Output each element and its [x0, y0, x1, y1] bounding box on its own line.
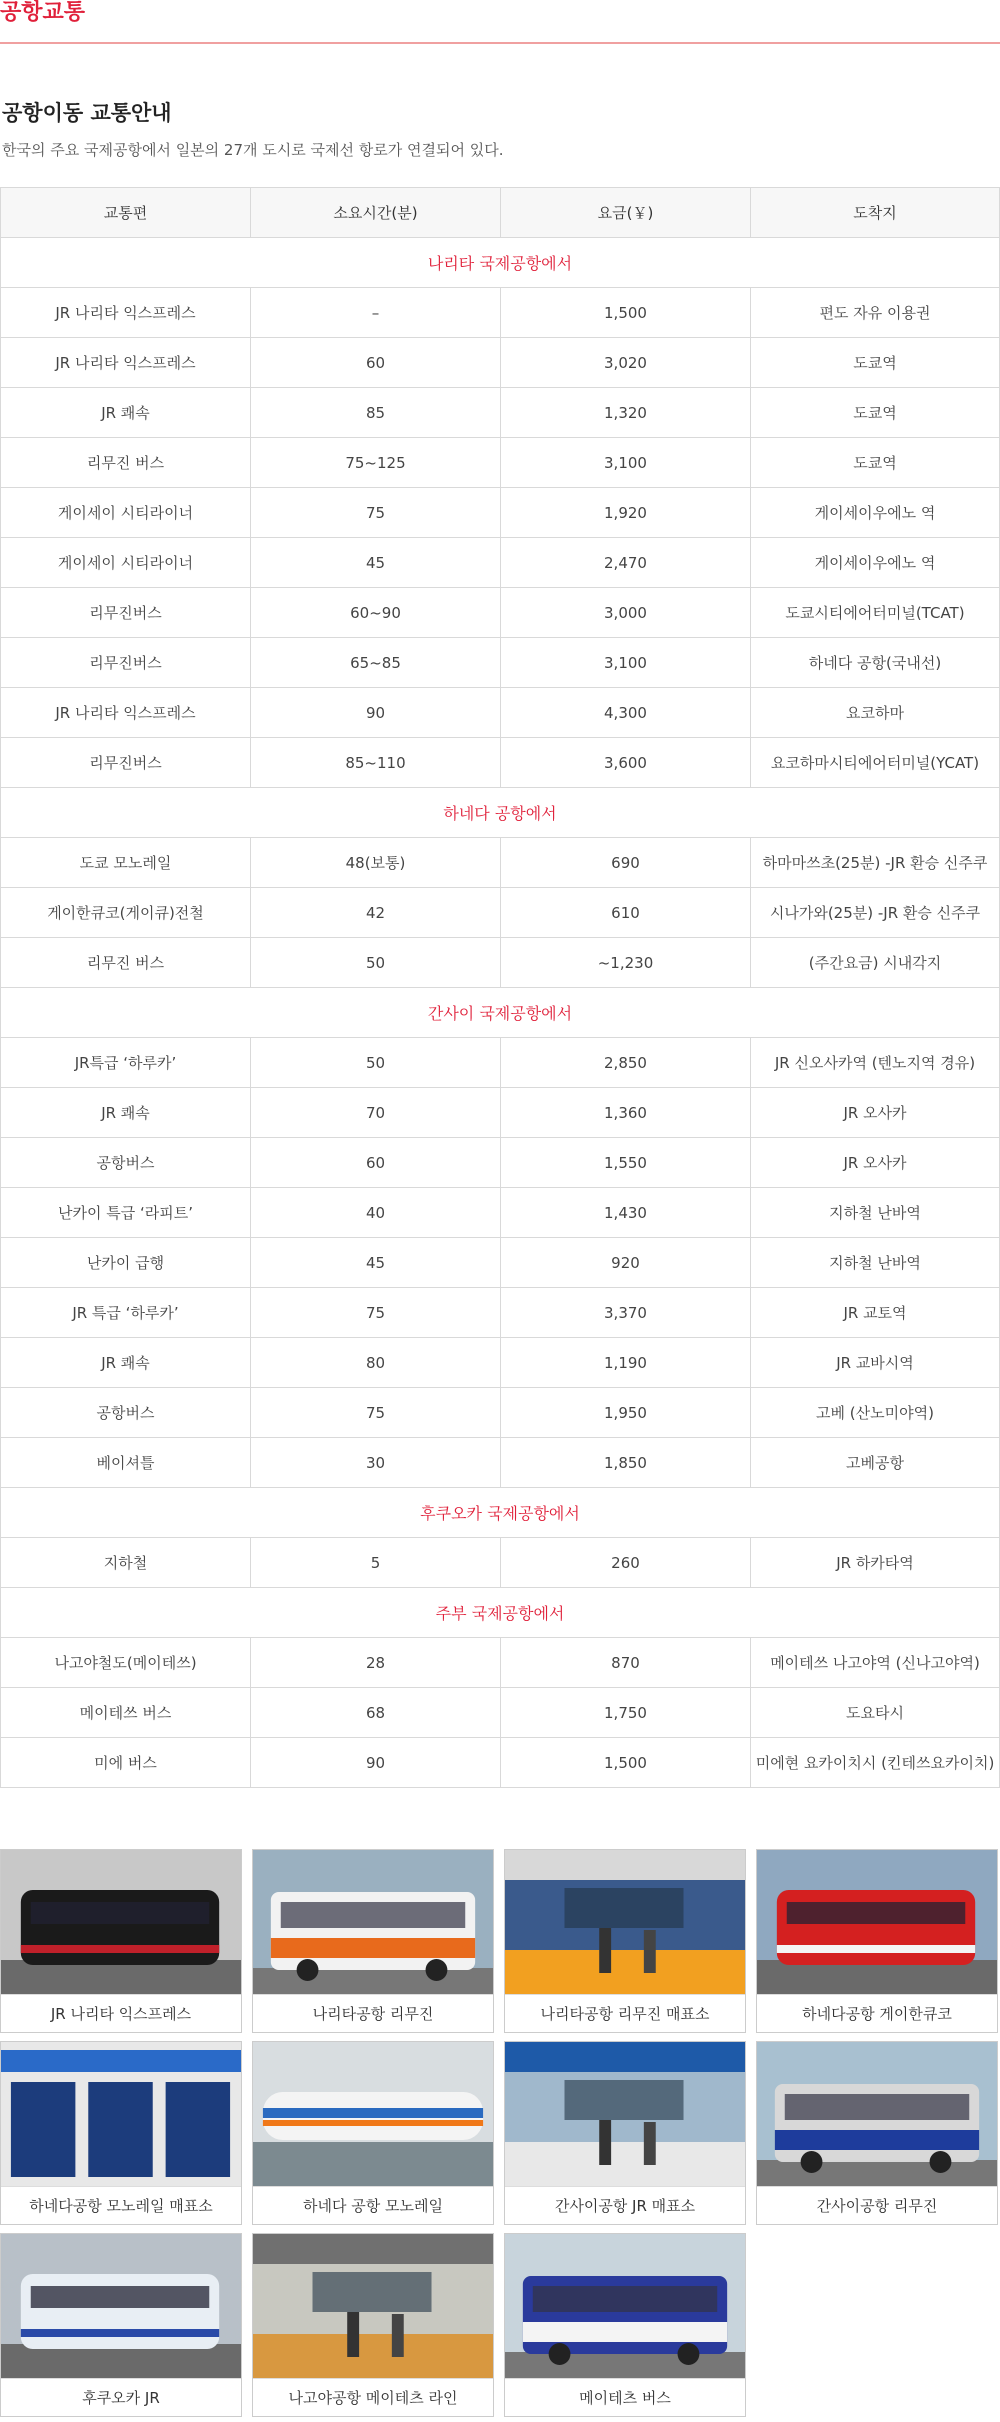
- cell-transport: 난카이 급행: [1, 1238, 251, 1288]
- cell-fare: 1,430: [501, 1188, 751, 1238]
- photo-caption: 간사이공항 JR 매표소: [505, 2186, 745, 2225]
- cell-destination: 하마마쓰초(25분) -JR 환승 신주쿠: [751, 838, 1000, 888]
- cell-duration: 60: [251, 338, 501, 388]
- cell-destination: 게이세이우에노 역: [751, 488, 1000, 538]
- group-row: [1, 1588, 1000, 1638]
- station-photo: [253, 2234, 493, 2378]
- train-photo: [757, 1850, 997, 1994]
- table-row: [1, 1438, 1000, 1488]
- cell-destination: 도쿄역: [751, 388, 1000, 438]
- photo-card: [252, 2233, 494, 2417]
- cell-duration: 42: [251, 888, 501, 938]
- cell-destination: JR 하카타역: [751, 1538, 1000, 1588]
- table-row: [1, 1638, 1000, 1688]
- transit-table: [0, 187, 1000, 1788]
- cell-fare: 260: [501, 1538, 751, 1588]
- cell-transport: JR 나리타 익스프레스: [1, 338, 251, 388]
- photo-card: [252, 2041, 494, 2225]
- cell-fare: 1,550: [501, 1138, 751, 1188]
- monorail-photo: [253, 2042, 493, 2186]
- table-row: [1, 1138, 1000, 1188]
- group-row: [1, 988, 1000, 1038]
- cell-duration: 28: [251, 1638, 501, 1688]
- photo-card: [0, 2041, 242, 2225]
- cell-transport: 공항버스: [1, 1138, 251, 1188]
- group-heading: 간사이 국제공항에서: [1, 988, 1000, 1038]
- page-header-title: 공항교통: [0, 0, 86, 25]
- photo-card: [504, 2233, 746, 2417]
- group-row: [1, 238, 1000, 288]
- cell-fare: 920: [501, 1238, 751, 1288]
- cell-destination: 시나가와(25분) -JR 환승 신주쿠: [751, 888, 1000, 938]
- photo-card: [0, 1849, 242, 2033]
- group-heading: 주부 국제공항에서: [1, 1588, 1000, 1638]
- photo-card: [0, 2233, 242, 2417]
- table-row: [1, 838, 1000, 888]
- photo-caption: 하네다 공항 모노레일: [253, 2186, 493, 2225]
- header-cell-transport: 교통편: [1, 188, 251, 238]
- cell-destination: 요코하마시티에어터미널(YCAT): [751, 738, 1000, 788]
- cell-destination: JR 오사카: [751, 1138, 1000, 1188]
- section-description: 한국의 주요 국제공항에서 일본의 27개 도시로 국제선 항로가 연결되어 있다.: [2, 141, 504, 159]
- ticket-machine-photo: [1, 2042, 241, 2186]
- cell-destination: JR 교바시역: [751, 1338, 1000, 1388]
- cell-transport: 미에 버스: [1, 1738, 251, 1788]
- cell-transport: 리무진 버스: [1, 438, 251, 488]
- table-row: [1, 1338, 1000, 1388]
- table-row: [1, 588, 1000, 638]
- group-heading: 후쿠오카 국제공항에서: [1, 1488, 1000, 1538]
- header-cell-duration: 소요시간(분): [251, 188, 501, 238]
- cell-destination: 지하철 난바역: [751, 1188, 1000, 1238]
- counter-photo: [505, 1850, 745, 1994]
- cell-duration: 68: [251, 1688, 501, 1738]
- cell-duration: 60~90: [251, 588, 501, 638]
- cell-destination: JR 신오사카역 (텐노지역 경유): [751, 1038, 1000, 1088]
- photo-caption: 메이테츠 버스: [505, 2378, 745, 2417]
- group-heading: 나리타 국제공항에서: [1, 238, 1000, 288]
- photo-caption: 나고야공항 메이테츠 라인: [253, 2378, 493, 2417]
- terminal-photo: [505, 2042, 745, 2186]
- cell-transport: 메이테쓰 버스: [1, 1688, 251, 1738]
- table-row: [1, 1188, 1000, 1238]
- cell-destination: 게이세이우에노 역: [751, 538, 1000, 588]
- cell-duration: 5: [251, 1538, 501, 1588]
- cell-destination: 미에현 요카이치시 (킨테쓰요카이치): [751, 1738, 1000, 1788]
- photo-card: [504, 1849, 746, 2033]
- cell-duration: 90: [251, 688, 501, 738]
- cell-destination: JR 오사카: [751, 1088, 1000, 1138]
- cell-transport: 리무진버스: [1, 638, 251, 688]
- transit-table-body: [1, 238, 1000, 1788]
- table-row: [1, 1088, 1000, 1138]
- group-row: [1, 1488, 1000, 1538]
- table-row: [1, 688, 1000, 738]
- cell-fare: 1,950: [501, 1388, 751, 1438]
- cell-transport: 베이셔틀: [1, 1438, 251, 1488]
- group-heading: 하네다 공항에서: [1, 788, 1000, 838]
- photo-caption: 하네다공항 게이한큐코: [757, 1994, 997, 2033]
- bus-photo: [253, 1850, 493, 1994]
- cell-transport: JR 나리타 익스프레스: [1, 688, 251, 738]
- photo-caption: 나리타공항 리무진 매표소: [505, 1994, 745, 2033]
- cell-fare: 870: [501, 1638, 751, 1688]
- cell-duration: 50: [251, 1038, 501, 1088]
- cell-duration: 75: [251, 1388, 501, 1438]
- table-row: [1, 1688, 1000, 1738]
- cell-duration: 85: [251, 388, 501, 438]
- cell-duration: 45: [251, 538, 501, 588]
- photo-caption: 간사이공항 리무진: [757, 2186, 997, 2225]
- cell-transport: JR 쾌속: [1, 1338, 251, 1388]
- table-row: [1, 1538, 1000, 1588]
- photo-gallery: [0, 1849, 1000, 2417]
- photo-card: [756, 1849, 998, 2033]
- cell-fare: ~1,230: [501, 938, 751, 988]
- table-row: [1, 738, 1000, 788]
- page-header: [0, 0, 1000, 44]
- cell-duration: –: [251, 288, 501, 338]
- cell-fare: 3,100: [501, 438, 751, 488]
- cell-transport: JR 나리타 익스프레스: [1, 288, 251, 338]
- cell-duration: 70: [251, 1088, 501, 1138]
- cell-destination: 요코하마: [751, 688, 1000, 738]
- cell-fare: 3,100: [501, 638, 751, 688]
- cell-duration: 75: [251, 488, 501, 538]
- cell-transport: 나고야철도(메이테쓰): [1, 1638, 251, 1688]
- photo-card: [756, 2041, 998, 2225]
- header-cell-destination: 도착지: [751, 188, 1000, 238]
- table-row: [1, 938, 1000, 988]
- cell-destination: 도쿄역: [751, 338, 1000, 388]
- photo-caption: 하네다공항 모노레일 매표소: [1, 2186, 241, 2225]
- cell-transport: JR 쾌속: [1, 388, 251, 438]
- photo-card: [252, 1849, 494, 2033]
- cell-destination: 도쿄시티에어터미널(TCAT): [751, 588, 1000, 638]
- cell-duration: 75: [251, 1288, 501, 1338]
- cell-fare: 1,360: [501, 1088, 751, 1138]
- cell-fare: 610: [501, 888, 751, 938]
- cell-fare: 2,470: [501, 538, 751, 588]
- table-row: [1, 538, 1000, 588]
- cell-duration: 30: [251, 1438, 501, 1488]
- cell-duration: 45: [251, 1238, 501, 1288]
- cell-transport: JR 특급 ‘하루카’: [1, 1288, 251, 1338]
- photo-caption: 나리타공항 리무진: [253, 1994, 493, 2033]
- cell-duration: 60: [251, 1138, 501, 1188]
- cell-fare: 1,500: [501, 1738, 751, 1788]
- cell-fare: 1,320: [501, 388, 751, 438]
- cell-duration: 90: [251, 1738, 501, 1788]
- table-row: [1, 888, 1000, 938]
- cell-duration: 48(보통): [251, 838, 501, 888]
- cell-duration: 75~125: [251, 438, 501, 488]
- cell-fare: 1,850: [501, 1438, 751, 1488]
- cell-transport: 도쿄 모노레일: [1, 838, 251, 888]
- cell-transport: 리무진버스: [1, 738, 251, 788]
- cell-destination: 고베공항: [751, 1438, 1000, 1488]
- cell-duration: 50: [251, 938, 501, 988]
- cell-transport: 리무진 버스: [1, 938, 251, 988]
- table-row: [1, 1238, 1000, 1288]
- table-row: [1, 1388, 1000, 1438]
- photo-card: [504, 2041, 746, 2225]
- cell-duration: 85~110: [251, 738, 501, 788]
- cell-fare: 4,300: [501, 688, 751, 738]
- cell-transport: 게이세이 시티라이너: [1, 488, 251, 538]
- cell-fare: 3,000: [501, 588, 751, 638]
- table-header-row: [1, 188, 1000, 238]
- cell-fare: 1,920: [501, 488, 751, 538]
- cell-transport: 게이세이 시티라이너: [1, 538, 251, 588]
- cell-transport: 지하철: [1, 1538, 251, 1588]
- bus-photo: [757, 2042, 997, 2186]
- train-photo: [1, 1850, 241, 1994]
- cell-fare: 1,190: [501, 1338, 751, 1388]
- photo-caption: 후쿠오카 JR: [1, 2378, 241, 2417]
- table-row: [1, 1288, 1000, 1338]
- cell-transport: 공항버스: [1, 1388, 251, 1438]
- train-photo: [1, 2234, 241, 2378]
- cell-fare: 690: [501, 838, 751, 888]
- group-row: [1, 788, 1000, 838]
- cell-transport: 게이한큐코(게이큐)전철: [1, 888, 251, 938]
- cell-fare: 3,020: [501, 338, 751, 388]
- table-row: [1, 488, 1000, 538]
- cell-destination: 편도 자유 이용권: [751, 288, 1000, 338]
- cell-fare: 1,750: [501, 1688, 751, 1738]
- cell-fare: 3,600: [501, 738, 751, 788]
- table-row: [1, 388, 1000, 438]
- cell-destination: 고베 (산노미야역): [751, 1388, 1000, 1438]
- cell-transport: 난카이 특급 ‘라피트’: [1, 1188, 251, 1238]
- cell-transport: 리무진버스: [1, 588, 251, 638]
- cell-fare: 1,500: [501, 288, 751, 338]
- cell-transport: JR특급 ‘하루카’: [1, 1038, 251, 1088]
- section-title: 공항이동 교통안내: [2, 101, 172, 125]
- cell-transport: JR 쾌속: [1, 1088, 251, 1138]
- table-row: [1, 338, 1000, 388]
- table-row: [1, 288, 1000, 338]
- table-row: [1, 1038, 1000, 1088]
- cell-destination: 지하철 난바역: [751, 1238, 1000, 1288]
- cell-destination: 도쿄역: [751, 438, 1000, 488]
- header-cell-fare: 요금(￥): [501, 188, 751, 238]
- cell-duration: 65~85: [251, 638, 501, 688]
- cell-duration: 40: [251, 1188, 501, 1238]
- cell-destination: JR 교토역: [751, 1288, 1000, 1338]
- cell-destination: 메이테쓰 나고야역 (신나고야역): [751, 1638, 1000, 1688]
- cell-duration: 80: [251, 1338, 501, 1388]
- cell-destination: 도요타시: [751, 1688, 1000, 1738]
- cell-destination: (주간요금) 시내각지: [751, 938, 1000, 988]
- cell-fare: 3,370: [501, 1288, 751, 1338]
- bus-photo: [505, 2234, 745, 2378]
- table-row: [1, 638, 1000, 688]
- table-row: [1, 1738, 1000, 1788]
- table-row: [1, 438, 1000, 488]
- photo-caption: JR 나리타 익스프레스: [1, 1994, 241, 2033]
- cell-destination: 하네다 공항(국내선): [751, 638, 1000, 688]
- cell-fare: 2,850: [501, 1038, 751, 1088]
